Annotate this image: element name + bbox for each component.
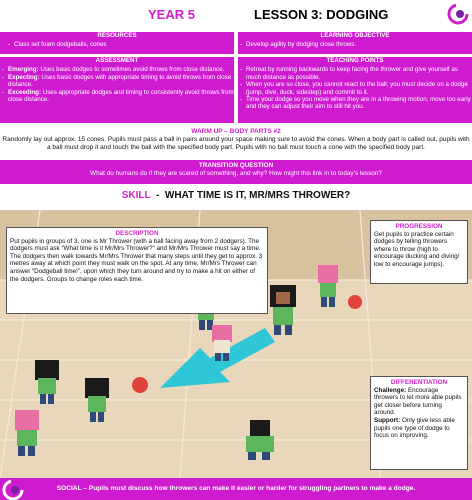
description-box [6, 227, 268, 314]
teaching-point: - Retreat by running backwards to keep facing the thrower and give yourself as much distance as possible. [238, 66, 472, 81]
objective-title: LEARNING OBJECTIVE [320, 32, 390, 39]
assessment-item-exceeding: - Exceeding: Uses appropriate dodges and timing to consistently avoid throws from close distance. [0, 89, 234, 104]
transition-text: What do humans do if they are scared of something, and why? How might this link in to today’s lesson? [90, 170, 382, 177]
year-title: YEAR 5 [148, 7, 195, 22]
assessment-title: ASSESSMENT [95, 57, 139, 64]
objective-item: - Develop agility by dodging close throws. [238, 41, 472, 48]
skill-title: WHAT TIME IS IT, MR/MRS THROWER? [164, 190, 351, 201]
support-label: Support: [374, 416, 401, 424]
challenge-text: Encourage throwers to let more able pupils get closer before turning around. [374, 386, 462, 417]
progression-title: PROGRESSION [395, 223, 443, 230]
lesson-title: LESSON 3: DODGING [254, 7, 389, 22]
social-footer [0, 478, 472, 500]
resources-panel [0, 32, 234, 54]
skill-heading: SKILL - WHAT TIME IS IT, MR/MRS THROWER? [121, 190, 351, 201]
support-text: Only give less able pupils one type of dodge to focus on improving. [374, 416, 455, 440]
teaching-points-panel [238, 57, 472, 123]
differentiation-box [370, 376, 468, 470]
skill-prefix: SKILL [121, 190, 151, 201]
progression-text: Get pupils to practice certain dodges by telling throwers where to throw (high to encourage ducking and diving/ low to encourage jumps). [374, 230, 460, 268]
logo-icon [2, 479, 24, 500]
challenge-label: Challenge: [374, 386, 407, 394]
differentiation-title: DIFFERENTIATION [390, 379, 448, 386]
progression-box [370, 220, 468, 284]
ball-icon [348, 295, 362, 309]
assessment-panel [0, 57, 234, 123]
resources-title: RESOURCES [97, 32, 137, 39]
social-text: SOCIAL – Pupils must discuss how throwers can make it easier or harder for struggling partners to make a dodge. [56, 485, 416, 492]
teaching-point: - Time your dodge so you move when they are in a throwing motion; move too early and they can adjust their aim to still hit you. [238, 96, 472, 111]
activity-scene [0, 210, 472, 478]
transition-section [0, 160, 472, 184]
description-text: Put pupils in groups of 3, one is Mr Thrower (with a ball facing away from 2 dodgers). The dodgers must ask “What time is it Mr/Mrs Thrower?” and Mr/Mrs Thrower must say a time. The dodgers then walk towards Mr/Mrs Thrower that many steps until they get to approx. 3 metres away at which point they must walk on the spot. At any time, Mr/Mrs Thrower can answer “Dodgeball time!”, upon which they turn around and try to make a hit on either of the dodgers. Groups to change roles each time. [10, 237, 263, 283]
warmup-section [0, 125, 472, 159]
transition-title: TRANSITION QUESTION [198, 162, 274, 169]
warmup-text: Randomly lay out approx. 15 cones. Pupils must pass a ball in pairs around your space making sure to avoid the cones. When a body part is called out, pupils with a ball must drop it and touch the ball with the specified body part. Pupils with no ball must touch a cone with the specified body part. [2, 136, 470, 151]
objective-panel [238, 32, 472, 54]
warmup-title: WARM UP – BODY PARTS #2 [191, 128, 281, 135]
logo-icon [447, 3, 469, 25]
teaching-points-title: TEACHING POINTS [326, 57, 384, 64]
description-title: DESCRIPTION [115, 230, 159, 237]
teaching-point: - When you are so close, you cannot react to the ball; you must decide on a dodge (jump, dive, duck, sidestep) and commit to it. [238, 81, 472, 96]
assessment-item-expecting: - Expecting: Uses basic dodges with appropriate timing to avoid throws from close distance. [0, 74, 234, 89]
resources-item: - Class set foam dodgeballs, cones [6, 41, 234, 48]
ball-icon [132, 377, 148, 393]
header [0, 0, 472, 30]
assessment-item-emerging: - Emerging: Uses basic dodges to sometimes avoid throws from close distance. [0, 66, 234, 73]
